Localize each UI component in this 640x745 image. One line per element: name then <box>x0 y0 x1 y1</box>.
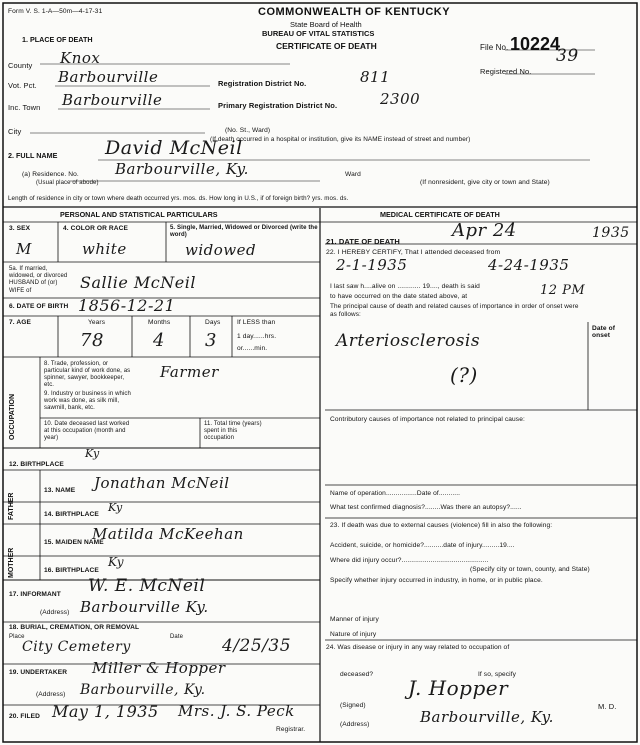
dob-label: 6. DATE OF BIRTH <box>9 303 69 310</box>
dob-value: 1856-12-21 <box>78 296 176 315</box>
attended-to: 4-24-1935 <box>488 256 570 274</box>
burial-place-value: City Cemetery <box>22 639 131 655</box>
manner-of-injury: Manner of injury <box>330 616 379 623</box>
file-no-value: 10224 <box>510 34 561 54</box>
deceased-label: deceased? <box>340 671 374 678</box>
length-of-residence: Length of residence in city or town where death occurred yrs. mos. ds. How long in U.S., if of foreign birth? yrs. mos. ds. <box>8 195 349 202</box>
residence-value: Barbourville, Ky. <box>115 160 249 178</box>
nature-of-injury: Nature of injury <box>330 631 377 638</box>
bureau: BUREAU OF VITAL STATISTICS <box>262 29 375 38</box>
date-of-death-value: Apr 24 <box>452 220 517 241</box>
registered-no-value: 39 <box>556 46 579 66</box>
age-label: 7. AGE <box>9 319 31 326</box>
physician-address-value: Barbourville, Ky. <box>420 708 554 726</box>
occupation-8-value: Farmer <box>160 363 219 381</box>
months-label: Months <box>148 319 171 326</box>
marital-label: 5. Single, Married, Widowed or Divorced (write the word) <box>170 225 318 238</box>
county-label: County <box>8 61 33 70</box>
primary-registration-label: Primary Registration District No. <box>218 101 338 110</box>
full-name-value: David McNeil <box>105 137 243 159</box>
age-years: 78 <box>80 330 104 351</box>
state-board: State Board of Health <box>290 20 362 29</box>
cause-extra: (?) <box>450 363 478 387</box>
accident: Accident, suicide, or homicide?..........date of injury.........19.... <box>330 542 515 549</box>
registration-district-value: 811 <box>360 68 391 86</box>
registered-no-label: Registered No. <box>480 67 532 76</box>
primary-registration-value: 2300 <box>380 90 421 108</box>
spouse-label: 5a. If married, widowed, or divorced HUSBAND of (or) WIFE of <box>9 266 68 294</box>
informant-value: W. E. McNeil <box>88 576 206 596</box>
city-label: City <box>8 127 22 136</box>
last-saw: I last saw h....alive on ............ 19...., death is said <box>330 283 480 290</box>
file-no-label: File No. <box>480 43 509 52</box>
occupation-related: 24. Was disease or injury in any way related to occupation of <box>326 644 510 651</box>
birthplace-12-label: 12. BIRTHPLACE <box>9 461 64 468</box>
birthplace-14-label: 14. BIRTHPLACE <box>44 511 99 518</box>
undertaker-address-value: Barbourville, Ky. <box>80 682 206 698</box>
age-days: 3 <box>205 330 217 351</box>
father-vertical-label: FATHER <box>8 492 15 520</box>
vot-pct-label: Vot. Pct. <box>8 81 37 90</box>
signed-label: (Signed) <box>340 702 366 709</box>
undertaker-address-label: (Address) <box>36 691 66 698</box>
date-of-death-label: 21. DATE OF DEATH <box>326 237 400 246</box>
sex-value: M <box>16 240 32 258</box>
city-line: (No. St., Ward) <box>225 127 271 134</box>
burial-place-label: Place <box>9 634 25 640</box>
occupation-11: 11. Total time (years) spent in this occupation <box>204 421 262 441</box>
registrar-value: Mrs. J. S. Peck <box>178 702 295 720</box>
place-of-death-label: 1. PLACE OF DEATH <box>22 35 93 44</box>
occupation-vertical-label: OCCUPATION <box>9 393 16 440</box>
color-value: white <box>82 240 127 258</box>
burial-date-value: 4/25/35 <box>222 636 292 656</box>
time-of-death: 12 PM <box>540 283 586 298</box>
where-injury: Where did injury occur?............................................. <box>330 557 489 564</box>
cause-text: The principal cause of death and related causes of importance in order of onset were as follows: <box>330 303 579 318</box>
undertaker-label: 19. UNDERTAKER <box>9 669 68 676</box>
color-label: 4. COLOR OR RACE <box>63 225 128 232</box>
less-than: If LESS than <box>237 319 276 326</box>
mother-maiden-label: 15. MAIDEN NAME <box>44 539 104 546</box>
sex-label: 3. SEX <box>9 225 31 232</box>
operation: Name of operation................Date of........... <box>330 490 461 497</box>
personal-section-title: PERSONAL AND STATISTICAL PARTICULARS <box>60 210 218 219</box>
father-name-value: Jonathan McNeil <box>94 474 230 492</box>
occupation-10: 10. Date deceased last worked at this occupation (month and year) <box>44 421 130 441</box>
birthplace-14-value: Ky <box>108 501 123 514</box>
mother-maiden-value: Matilda McKeehan <box>92 525 244 543</box>
ward-label: Ward <box>345 171 361 178</box>
mother-vertical-label: MOTHER <box>8 547 15 578</box>
burial-label: 18. BURIAL, CREMATION, OR REMOVAL <box>9 624 140 631</box>
specify-if-label: If so, specify <box>478 671 517 678</box>
full-name-label: 2. FULL NAME <box>8 151 58 160</box>
physician-signature: J. Hopper <box>408 676 509 700</box>
father-name-label: 13. NAME <box>44 487 76 494</box>
less-than-day: 1 day......hrs. <box>237 333 277 340</box>
specify-injury: Specify whether injury occurred in industry, in home, or in public place. <box>330 577 543 584</box>
burial-date-label: Date <box>170 634 184 640</box>
attended-from: 2-1-1935 <box>336 256 408 274</box>
vot-pct-value: Barbourville <box>58 68 159 86</box>
certify-label: 22. I HEREBY CERTIFY, That I attended deceased from <box>326 249 501 256</box>
nonresident-note: (If nonresident, give city or town and State) <box>420 179 550 186</box>
informant-label: 17. INFORMANT <box>9 591 61 598</box>
occupation-9: 9. Industry or business in which work was done, as silk mill, sawmill, bank, etc. <box>44 391 131 411</box>
registrar-label: Registrar. <box>276 726 306 733</box>
spouse-value: Sallie McNeil <box>80 273 196 292</box>
date-of-onset: Date of onset <box>592 325 616 339</box>
birthplace-16-label: 16. BIRTHPLACE <box>44 567 99 574</box>
inc-town-value: Barbourville <box>62 91 163 109</box>
birthplace-12-value: Ky <box>85 447 100 460</box>
years-label: Years <box>88 319 106 326</box>
contributory-causes: Contributory causes of importance not related to principal cause: <box>330 416 525 423</box>
usual-abode: (Usual place of abode) <box>36 180 99 186</box>
filed-label: 20. FILED <box>9 713 40 720</box>
medical-section-title: MEDICAL CERTIFICATE OF DEATH <box>380 210 500 219</box>
residence-label: (a) Residence. No. <box>22 171 79 178</box>
registration-district-label: Registration District No. <box>218 79 307 88</box>
external-causes: 23. If death was due to external causes (violence) fill in also the following: <box>330 522 553 529</box>
diagnosis: What test confirmed diagnosis?........Was there an autopsy?...... <box>330 504 522 511</box>
md-label: M. D. <box>598 702 617 711</box>
less-than-min: or......min. <box>237 345 268 352</box>
form-number: Form V. S. 1-A—50m—4-17-31 <box>8 8 103 15</box>
undertaker-value: Miller & Hopper <box>92 659 226 677</box>
occupation-8: 8. Trade, profession, or particular kind of work done, as spinner, sawyer, bookkeeper, etc. <box>44 361 131 388</box>
birthplace-16-value: Ky <box>108 555 124 569</box>
county-value: Knox <box>60 49 101 67</box>
cause-of-death: Arteriosclerosis <box>336 331 481 351</box>
informant-address-label: (Address) <box>40 609 70 616</box>
age-months: 4 <box>153 330 165 351</box>
occurred: to have occurred on the date stated above, at <box>330 293 468 300</box>
where-injury-note: (Specify city or town, county, and State) <box>470 566 590 573</box>
physician-address-label: (Address) <box>340 721 370 728</box>
certificate-title: CERTIFICATE OF DEATH <box>276 41 377 51</box>
days-label: Days <box>205 319 221 326</box>
marital-value: widowed <box>185 241 257 259</box>
informant-address-value: Barbourville Ky. <box>80 598 209 616</box>
inc-town-label: Inc. Town <box>8 103 41 112</box>
city-note: (If death occurred in a hospital or institution, give its NAME instead of street and number) <box>210 136 471 143</box>
date-of-death-year: 1935 <box>592 225 630 241</box>
commonwealth-title: COMMONWEALTH OF KENTUCKY <box>258 6 451 18</box>
filed-value: May 1, 1935 <box>52 702 159 721</box>
